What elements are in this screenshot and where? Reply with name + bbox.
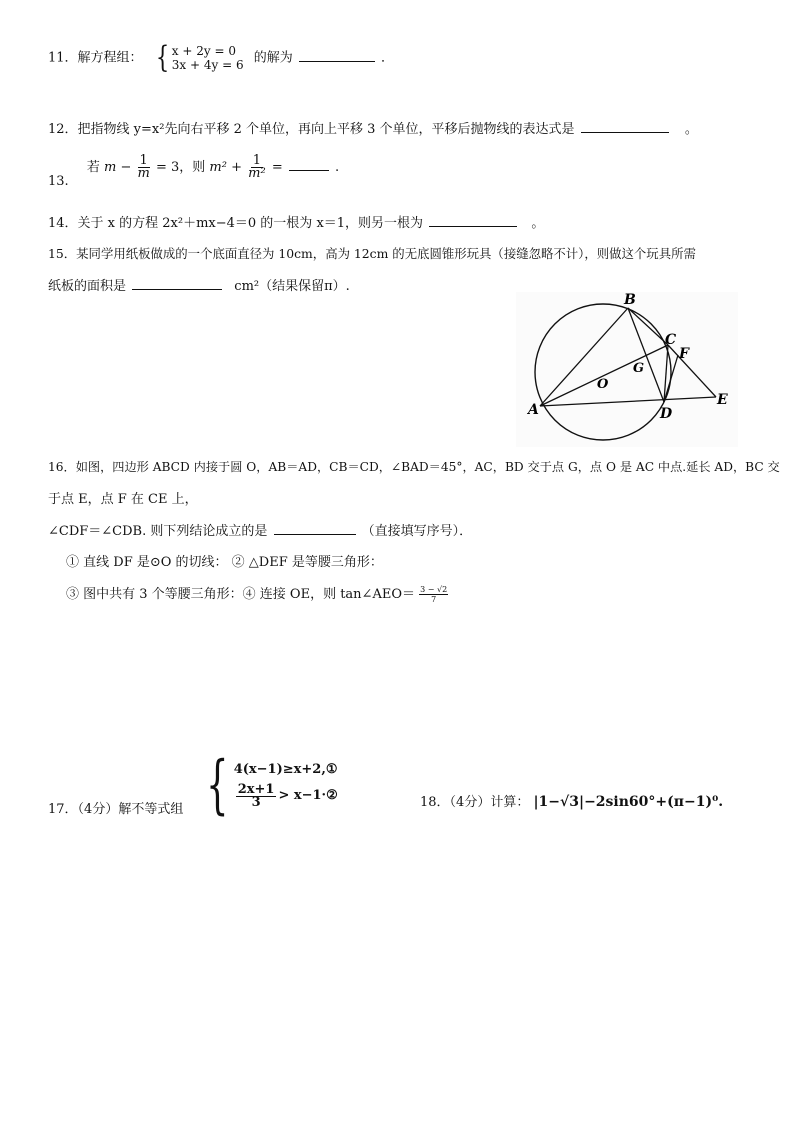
answer-blank-11[interactable] xyxy=(299,49,375,62)
q13-m2: m² xyxy=(209,160,227,175)
answer-blank-15[interactable] xyxy=(132,277,222,290)
question-18 xyxy=(420,791,723,810)
question-15-line-1 xyxy=(48,244,696,262)
label-e: E xyxy=(717,392,728,408)
label-d: D xyxy=(660,406,673,422)
q13-eq3: = 3，则 xyxy=(155,160,206,175)
label-o: O xyxy=(597,377,609,392)
tan-numerator: 3 − √2 xyxy=(420,585,448,594)
q12-text: 12．把指物线 y=x²先向右平移 2 个单位，再向上平移 3 个单位，平移后抛物线的表达式是 xyxy=(48,122,575,137)
q13-m-den: m xyxy=(137,166,150,181)
q13-m: m xyxy=(103,160,117,175)
label-g: G xyxy=(633,361,645,376)
answer-blank-16[interactable] xyxy=(274,522,356,535)
q11-eq2: 3x + 4y = 6 xyxy=(171,58,244,72)
q17-row2-rest: > x−1·② xyxy=(278,788,338,803)
q13-minus: − xyxy=(120,160,132,175)
label-c: C xyxy=(665,332,677,348)
question-13 xyxy=(48,153,340,189)
question-16-line-1 xyxy=(48,458,780,475)
q13-m2-den: m² xyxy=(248,166,266,181)
q11-prefix: 11．解方程组： xyxy=(48,50,143,66)
q14-text: 14．关于 x 的方程 2x²＋mx−4＝0 的一根为 x＝1，则另一根为 xyxy=(48,216,424,231)
fraction-2x-plus-1-over-3 xyxy=(236,781,277,810)
q12-end: 。 xyxy=(684,122,698,137)
q13-equals: = xyxy=(271,160,283,175)
q17-row1: 4(x−1)≥x+2,① xyxy=(233,761,338,777)
question-17-label xyxy=(48,798,183,817)
inequality-system xyxy=(197,748,338,822)
q18-label: 18．（4分）计算： xyxy=(420,795,530,810)
q13-plus: + xyxy=(231,160,242,175)
q17-label: 17．（4分）解不等式组 xyxy=(48,802,184,817)
fraction-1-over-m xyxy=(138,155,150,180)
q13-ruo: 若 xyxy=(86,160,100,175)
fraction-1-over-m2 xyxy=(248,155,266,180)
q16-line2: 于点 E，点 F 在 CE 上， xyxy=(48,492,198,507)
q13-one: 1 xyxy=(139,153,148,168)
question-11 xyxy=(48,40,395,75)
q13-one-b: 1 xyxy=(252,153,262,168)
q15-line2b: cm²（结果保留π）. xyxy=(234,279,350,294)
q13-number: 13. xyxy=(48,174,69,189)
q18-expr: |1−√3|−2sin60°+(π−1)⁰. xyxy=(533,794,724,810)
q16-line3a: ∠CDF＝∠CDB. 则下列结论成立的是 xyxy=(48,524,268,539)
q16-opt1: ① 直线 DF 是⊙O 的切线： ② △DEF 是等腰三角形： xyxy=(66,555,383,570)
q15-line2a: 纸板的面积是 xyxy=(48,279,127,294)
label-f: F xyxy=(679,346,689,362)
question-16-options-1 xyxy=(66,551,383,570)
q16-opt3: ③ 图中共有 3 个等腰三角形：④ 连接 OE，则 tan∠AEO＝ xyxy=(66,587,415,602)
equation-system xyxy=(153,40,244,75)
brace-icon: { xyxy=(206,748,229,822)
q11-suffix: 的解为 xyxy=(253,50,293,66)
q16-line1: 16．如图，四边形 ABCD 内接于圆 O，AB＝AD，CB＝CD，∠BAD＝45°，AC，BD 交于点 G，点 O 是 AC 中点.延长 AD，BC 交 xyxy=(48,460,780,474)
q13-end: . xyxy=(335,160,340,175)
geometry-figure xyxy=(516,292,738,447)
tan-denominator: 7 xyxy=(431,595,437,604)
q11-end: ． xyxy=(381,50,395,66)
q17-row2-den: 3 xyxy=(251,794,261,810)
question-12 xyxy=(48,118,698,137)
answer-blank-14[interactable] xyxy=(429,214,517,227)
question-15-line-2 xyxy=(48,275,350,294)
label-b: B xyxy=(624,292,636,308)
answer-blank-13[interactable] xyxy=(289,158,329,171)
question-16-line-2 xyxy=(48,488,198,507)
q14-end: 。 xyxy=(531,216,545,231)
label-a: A xyxy=(528,402,539,418)
q16-line3b: （直接填写序号）． xyxy=(361,524,473,539)
q15-line1: 15．某同学用纸板做成的一个底面直径为 10cm，高为 12cm 的无底圆锥形玩具（接缝忽略不计），则做这个玩具所需 xyxy=(48,246,696,261)
brace-icon: { xyxy=(155,40,169,75)
question-14 xyxy=(48,212,544,231)
answer-blank-12[interactable] xyxy=(581,120,669,133)
q17-row2-num: 2x+1 xyxy=(237,781,275,797)
q11-eq1: x + 2y = 0 xyxy=(171,44,236,58)
tan-fraction xyxy=(419,585,448,604)
question-16-options-2 xyxy=(66,583,448,604)
question-16-line-3 xyxy=(48,520,472,539)
